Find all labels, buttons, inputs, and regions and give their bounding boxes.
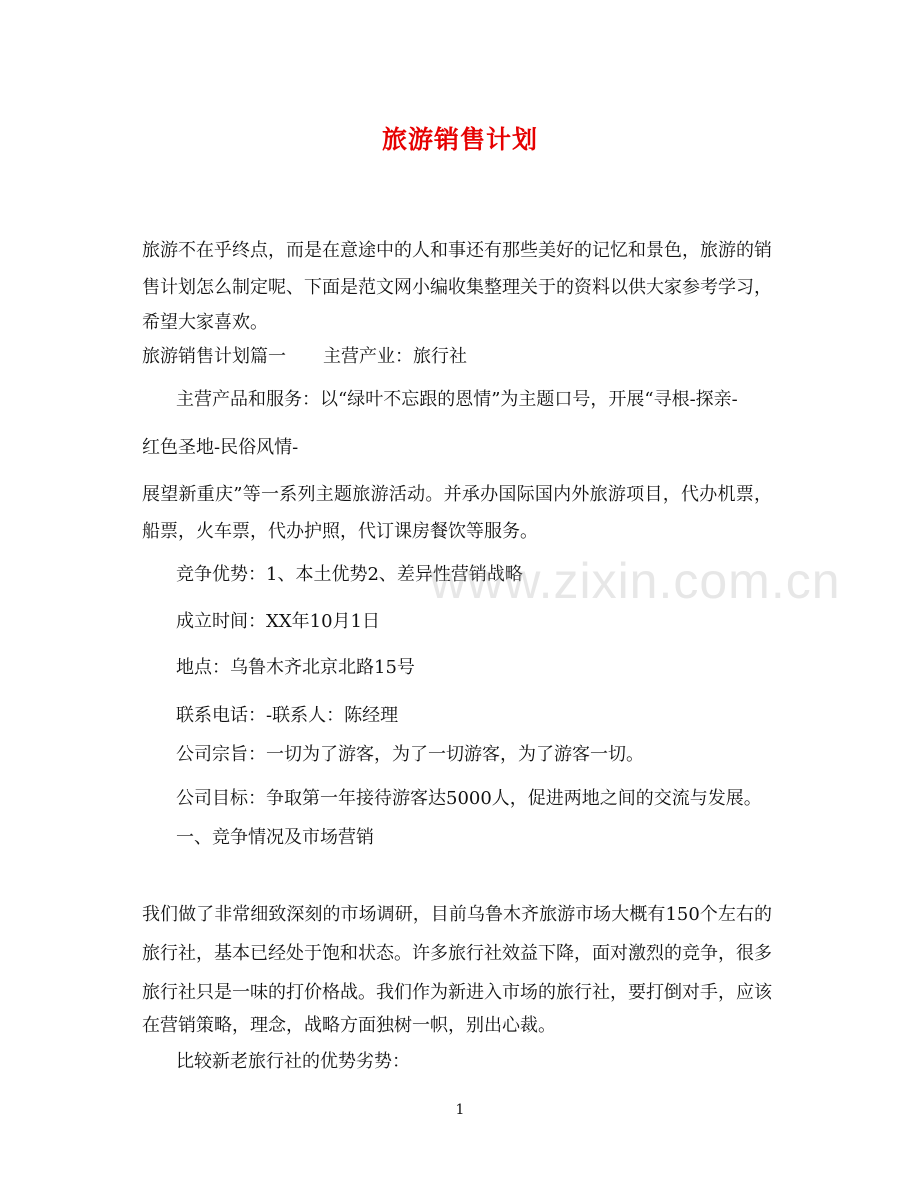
detail-competitive-advantage: 竞争优势：1、本土优势2、差异性营销战略	[176, 564, 523, 585]
market-line-1: 我们做了非常细致深刻的市场调研，目前乌鲁木齐旅游市场大概有150个左右的	[142, 904, 772, 925]
page-number: 1	[455, 1102, 465, 1118]
section-heading-industry: 主营产业：旅行社	[323, 346, 467, 367]
detail-company-goal: 公司目标：争取第一年接待游客达5000人，促进两地之间的交流与发展。	[176, 788, 762, 809]
market-line-4: 在营销策略，理念，战略方面独树一帜，别出心裁。	[142, 1015, 556, 1036]
section-heading-label: 旅游销售计划篇一	[142, 346, 286, 367]
comparison-heading: 比较新老旅行社的优势劣势：	[176, 1051, 410, 1072]
detail-address: 地点：乌鲁木齐北京北路15号	[176, 657, 415, 678]
detail-company-purpose: 公司宗旨：一切为了游客，为了一切游客，为了游客一切。	[176, 744, 644, 765]
intro-line-3: 希望大家喜欢。	[142, 312, 268, 333]
watermark-text: www.zixin.com.cn	[430, 553, 841, 609]
market-line-2: 旅行社，基本已经处于饱和状态。许多旅行社效益下降，面对激烈的竞争，很多	[142, 943, 772, 964]
products-line-4: 船票，火车票，代办护照，代订课房餐饮等服务。	[142, 521, 538, 542]
products-line-1: 主营产品和服务：以“绿叶不忘跟的恩情”为主题口号，开展“寻根-探亲-	[176, 389, 738, 410]
products-line-2: 红色圣地-民俗风情-	[142, 437, 299, 458]
detail-contact: 联系电话：-联系人：陈经理	[176, 705, 399, 726]
subsection-heading: 一、竞争情况及市场营销	[176, 827, 374, 848]
products-line-3: 展望新重庆”等一系列主题旅游活动。并承办国际国内外旅游项目，代办机票，	[142, 484, 772, 505]
market-line-3: 旅行社只是一味的打价格战。我们作为新进入市场的旅行社，要打倒对手，应该	[142, 982, 772, 1003]
document-title: 旅游销售计划	[381, 125, 538, 154]
intro-line-1: 旅游不在乎终点，而是在意途中的人和事还有那些美好的记忆和景色，旅游的销	[142, 240, 772, 261]
detail-founded-date: 成立时间：XX年10月1日	[176, 611, 380, 632]
intro-line-2: 售计划怎么制定呢、下面是范文网小编收集整理关于的资料以供大家参考学习，	[142, 277, 772, 298]
